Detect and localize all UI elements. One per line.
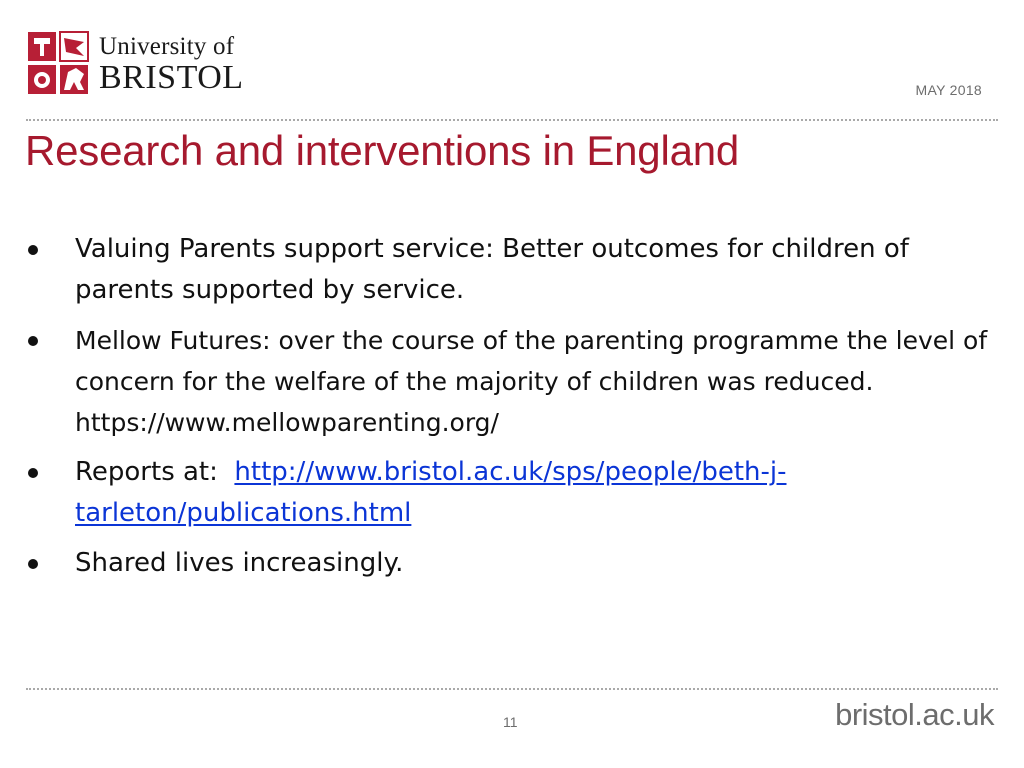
page-number: 11 — [503, 714, 518, 730]
bullet-item — [28, 543, 988, 584]
logo-line-university: University of — [99, 33, 235, 60]
slide-date: MAY 2018 — [915, 82, 982, 98]
bullet-item — [28, 452, 988, 534]
slide-title: Research and interventions in England — [25, 127, 740, 174]
footer-site-url: bristol.ac.uk — [835, 697, 994, 732]
footer-divider — [26, 688, 998, 690]
university-logo — [26, 30, 246, 98]
logo-line-bristol: BRISTOL — [99, 59, 244, 96]
publications-link[interactable]: http://www.bristol.ac.uk/sps/people/beth-j-tarleton/publications.html — [75, 457, 787, 528]
bullet-text: Mellow Futures: over the course of the parenting programme the level of concern for the welfare of the majority of children was reduced. https://www.mellowparenting.org/ — [75, 326, 988, 437]
bullet-dot-icon — [28, 468, 38, 478]
bullet-item — [28, 229, 988, 311]
logo-wordmark — [99, 34, 244, 96]
header-divider — [26, 119, 998, 121]
bullet-text: Shared lives increasingly. — [75, 548, 404, 578]
bullet-prefix: Reports at: — [75, 457, 218, 487]
bullet-dot-icon — [28, 559, 38, 569]
bullet-dot-icon — [28, 245, 38, 255]
bullet-text: Valuing Parents support service: Better outcomes for children of parents supported by service. — [75, 234, 909, 305]
bullet-item — [28, 320, 988, 443]
bullet-dot-icon — [28, 336, 38, 346]
bristol-crest-icon — [26, 30, 90, 96]
bullet-list — [28, 229, 988, 593]
